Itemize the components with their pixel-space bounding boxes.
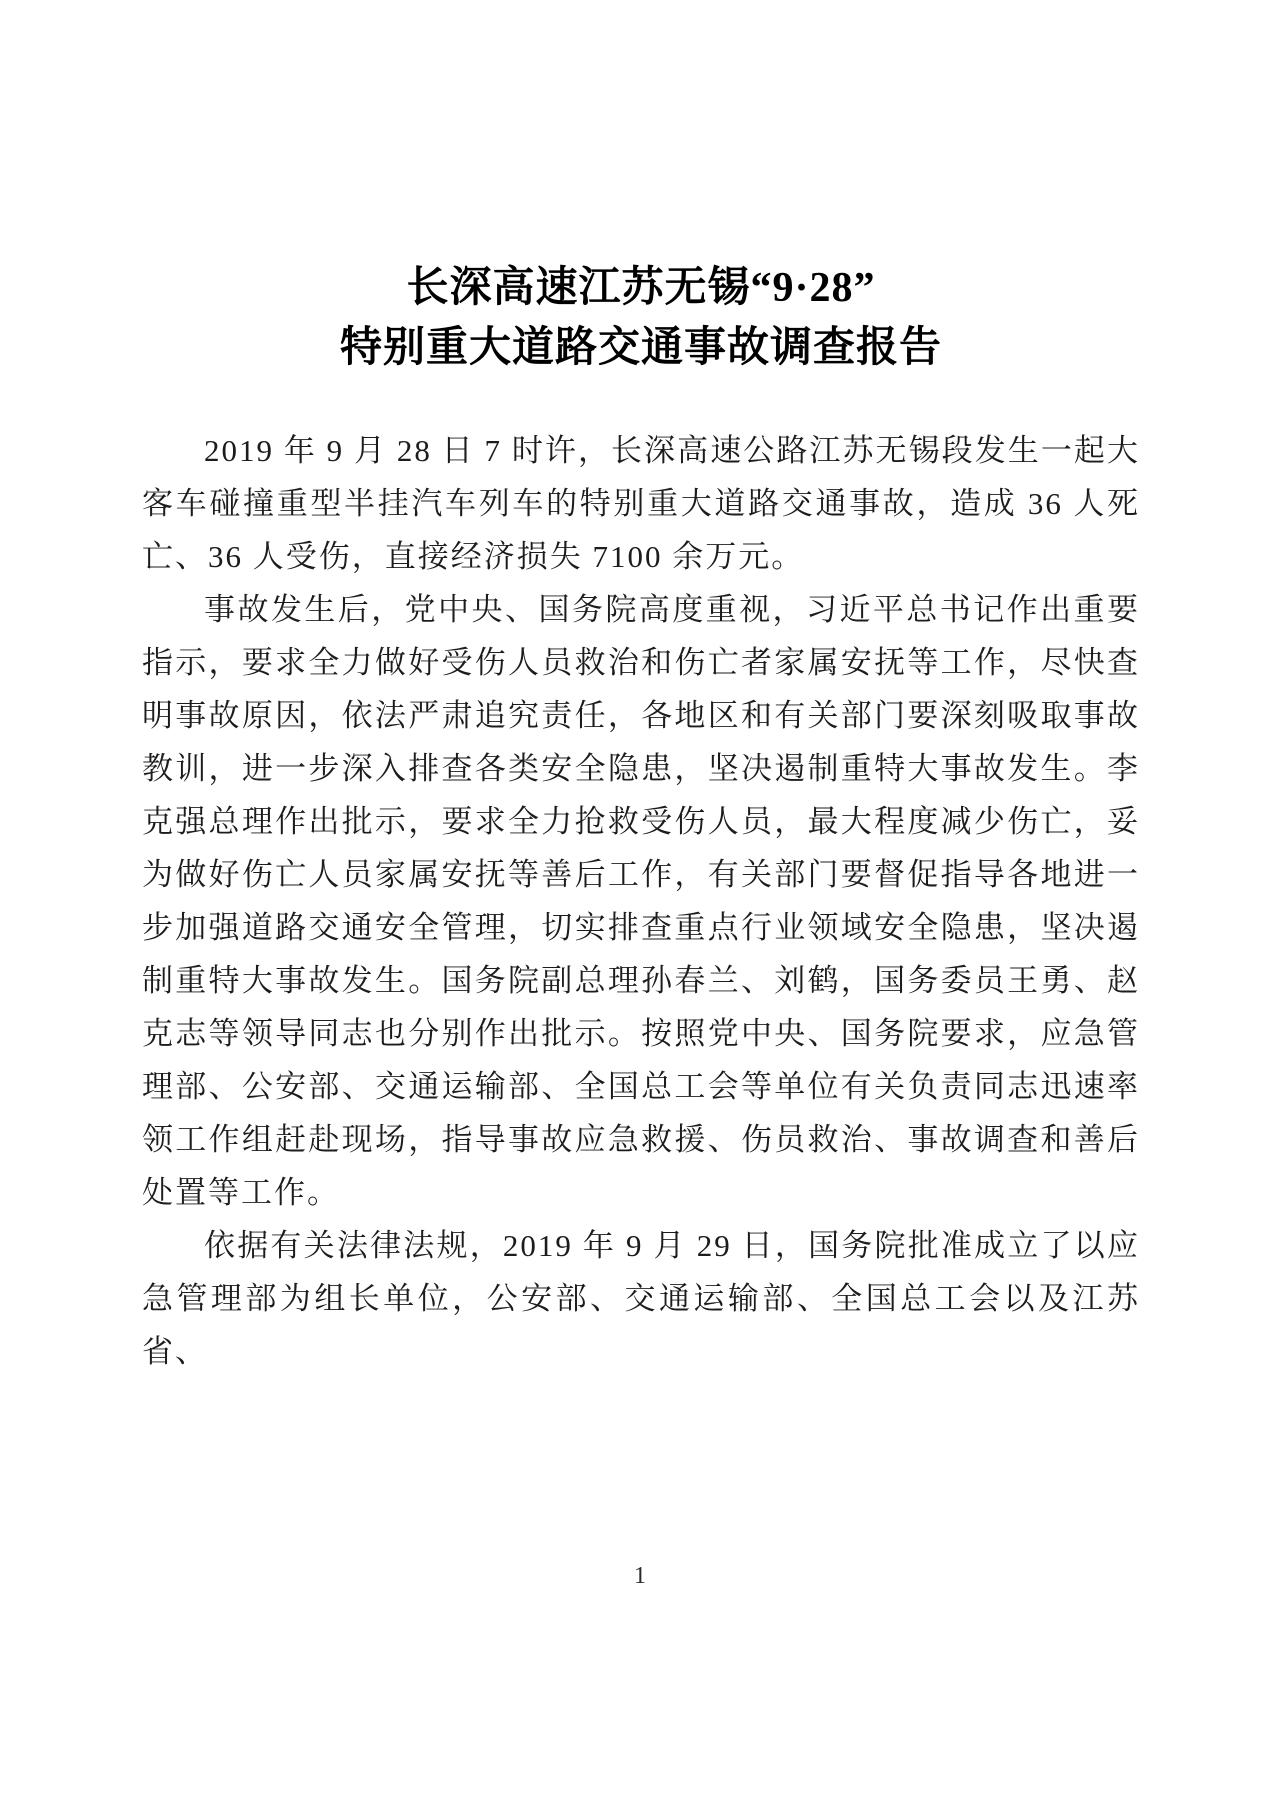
report-title-line-2: 特别重大道路交通事故调查报告 [339, 325, 942, 371]
report-title-line-1: 长深高速江苏无锡“9·28” [406, 265, 876, 311]
report-body [142, 424, 1140, 1378]
paragraph-incident-summary: 2019 年 9 月 28 日 7 时许，长深高速公路江苏无锡段发生一起大客车碰撞重型半挂汽车列车的特别重大道路交通事故，造成 36 人死亡、36 人受伤，直接经济损失 7100 余万元。 [142, 433, 1140, 574]
report-title [142, 258, 1140, 378]
page-number: 1 [634, 1563, 646, 1589]
paragraph-leadership-response: 事故发生后，党中央、国务院高度重视，习近平总书记作出重要指示，要求全力做好受伤人员救治和伤亡者家属安抚等工作，尽快查明事故原因，依法严肃追究责任，各地区和有关部门要深刻吸取事故教训，进一步深入排查各类安全隐患，坚决遏制重特大事故发生。李克强总理作出批示，要求全力抢救受伤人员，最大程度减少伤亡，妥为做好伤亡人员家属安抚等善后工作，有关部门要督促指导各地进一步加强道路交通安全管理，切实排查重点行业领域安全隐患，坚决遏制重特大事故发生。国务院副总理孙春兰、刘鹤，国务委员王勇、赵克志等领导同志也分别作出批示。按照党中央、国务院要求，应急管理部、公安部、交通运输部、全国总工会等单位有关负责同志迅速率领工作组赶赴现场，指导事故应急救援、伤员救治、事故调查和善后处置等工作。 [142, 592, 1140, 1210]
paragraph-investigation-team: 依据有关法律法规，2019 年 9 月 29 日，国务院批准成立了以应急管理部为组长单位，公安部、交通运输部、全国总工会以及江苏省、 [142, 1228, 1140, 1369]
